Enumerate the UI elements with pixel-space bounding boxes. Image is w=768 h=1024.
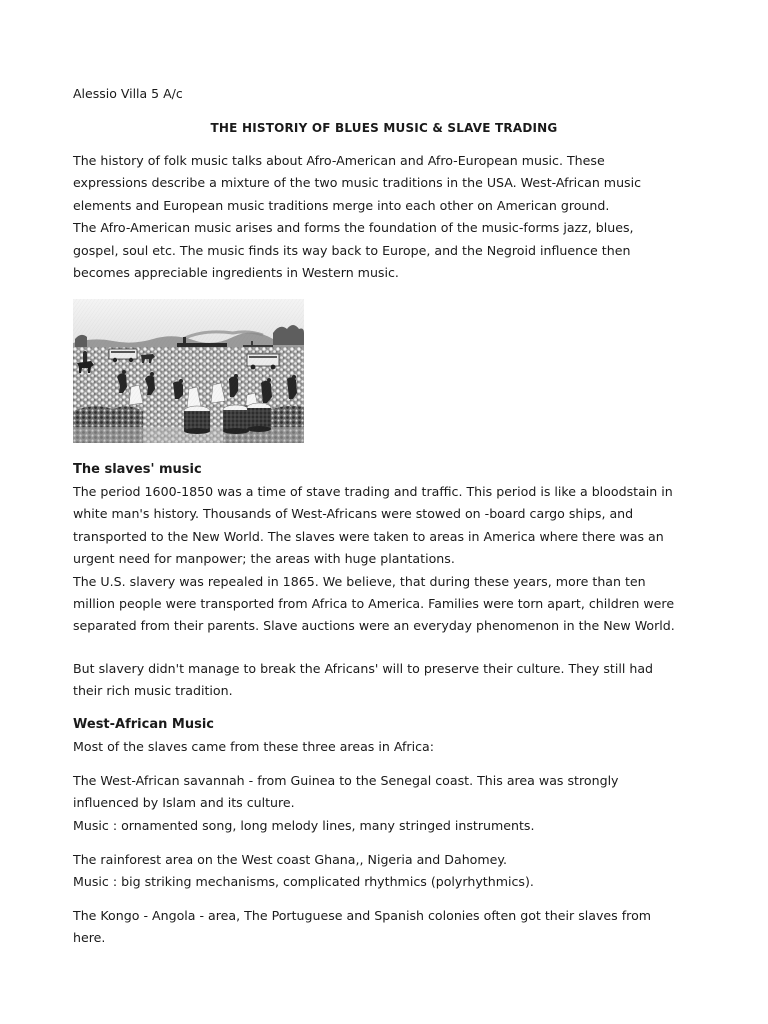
text-line: separated from their parents. Slave auctions were an everyday phenomenon in the New World. [73, 618, 675, 634]
text-line: The history of folk music talks about Afro-American and Afro-European music. These [73, 153, 605, 168]
text-line: their rich music tradition. [73, 683, 233, 699]
text-line: Most of the slaves came from these three areas in Africa: [73, 739, 434, 754]
text-line: influenced by Islam and its culture. [73, 795, 295, 811]
text-line: becomes appreciable ingredients in Western music. [73, 265, 399, 281]
text-line: The Afro-American music arises and forms the foundation of the music-forms jazz, blues, [73, 220, 634, 236]
text-line: white man's history. Thousands of West-Africans were stowed on -board cargo ships, and [73, 506, 634, 522]
text-line: million people were transported from Africa to America. Families were torn apart, children were [73, 596, 675, 612]
text-line: elements and European music traditions merge into each other on American ground. [73, 197, 610, 213]
area-savannah-paragraph [73, 770, 703, 837]
section-heading-west-african-music: West-African Music [73, 717, 214, 732]
text-line: transported to the New World. The slaves were taken to areas in America where there was an [73, 528, 664, 544]
section-heading-slaves-music: The slaves' music [73, 462, 202, 477]
slaves-paragraph-1 [73, 481, 703, 638]
text-line: here. [73, 930, 106, 946]
cotton-field-illustration [73, 299, 304, 443]
west-african-intro [73, 736, 703, 758]
text-line: But slavery didn't manage to break the Africans' will to preserve their culture. They still had [73, 661, 654, 676]
area-rainforest-paragraph [73, 849, 703, 894]
text-line: The U.S. slavery was repealed in 1865. We believe, that during these years, more than ten [73, 573, 646, 589]
author-line: Alessio Villa 5 A/c [73, 86, 183, 101]
area-kongo-angola-paragraph [73, 905, 703, 950]
intro-paragraph [73, 150, 703, 284]
text-line: gospel, soul etc. The music finds its way back to Europe, and the Negroid influence then [73, 242, 631, 258]
text-line: Music : big striking mechanisms, complicated rhythmics (polyrhythmics). [73, 874, 534, 890]
text-line: The West-African savannah - from Guinea to the Senegal coast. This area was strongly [73, 773, 619, 788]
text-line: Music : ornamented song, long melody lines, many stringed instruments. [73, 817, 535, 833]
text-line: The rainforest area on the West coast Ghana,, Nigeria and Dahomey. [73, 852, 508, 867]
text-line: The Kongo - Angola - area, The Portuguese and Spanish colonies often got their slaves from [73, 908, 652, 923]
text-line: The period 1600-1850 was a time of stave trading and traffic. This period is like a bloodstain in [73, 484, 673, 499]
text-line: urgent need for manpower; the areas with huge plantations. [73, 551, 455, 567]
slaves-paragraph-2 [73, 658, 703, 703]
text-line: expressions describe a mixture of the two music traditions in the USA. West-African music [73, 175, 642, 191]
document-title: THE HISTORIY OF BLUES MUSIC & SLAVE TRADING [210, 121, 558, 135]
